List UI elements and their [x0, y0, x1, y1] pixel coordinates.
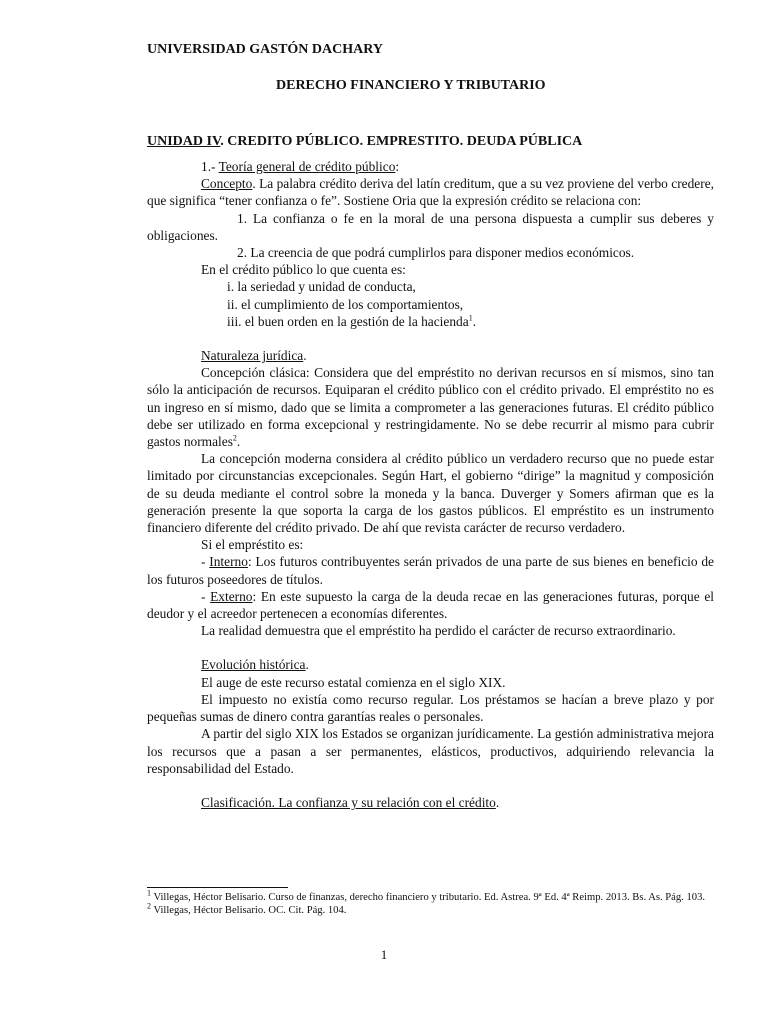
- clasica-paragraph: [147, 364, 714, 450]
- interno-paragraph: [147, 553, 714, 587]
- footnote-2: [147, 901, 714, 917]
- interno-dash: -: [201, 554, 210, 570]
- unit-heading: [147, 132, 714, 152]
- footnote-separator: [147, 887, 288, 888]
- clasica-text: Concepción clásica: Considera que del empréstito no derivan recursos en sí mismos, sino tan sólo la anticipación de recursos. Equiparan el crédito público con el crédito privado. El empréstito no es un ingreso en sí mismo, dado que se limita a comprometer a las generaciones futuras. El crédito público debe ser utilizado en forma excepcional y restringidamente. No se debe recurrir al mismo para cubrir gastos normales: [147, 365, 714, 450]
- university-name: UNIVERSIDAD GASTÓN DACHARY: [147, 42, 383, 57]
- externo-dash: -: [201, 588, 211, 604]
- spacer: [147, 330, 714, 347]
- naturaleza-heading: [147, 347, 714, 364]
- evolucion-p1: El auge de este recurso estatal comienza en el siglo XIX.: [201, 674, 506, 690]
- externo-label: Externo: [210, 588, 253, 604]
- roman-item-1: i. la seriedad y unidad de conducta,: [227, 279, 416, 295]
- concepto-label: Concepto: [201, 176, 253, 192]
- credit-intro: En el crédito público lo que cuenta es:: [201, 262, 406, 278]
- course-title: DERECHO FINANCIERO Y TRIBUTARIO: [276, 78, 546, 93]
- footnote-1-mark: 1: [147, 888, 151, 898]
- concepto-paragraph: [147, 175, 714, 209]
- interno-text: : Los futuros contribuyentes serán privados de una parte de sus bienes en beneficio de los futuros poseedores de títulos.: [147, 554, 715, 587]
- clasificacion-title: Clasificación. La confianza y su relación con el crédito: [201, 794, 496, 810]
- footnote-ref-2[interactable]: 2: [232, 433, 237, 443]
- section-heading: [147, 158, 714, 175]
- evolucion-title: Evolución histórica: [201, 657, 306, 673]
- footnote-2-text: Villegas, Héctor Belisario. OC. Cit. Pág. 104.: [151, 905, 347, 916]
- clasica-end: .: [236, 434, 241, 450]
- externo-text: : En este supuesto la carga de la deuda recae en las generaciones futuras, porque el deudor y el acreedor pertenecen a economías diferentes.: [147, 588, 714, 622]
- spacer: [147, 777, 714, 794]
- si-emprestito: Si el empréstito es:: [201, 537, 304, 553]
- evolucion-p2: El impuesto no existía como recurso regular. Los préstamos se hacían a breve plazo y por pequeñas sumas de dinero contra garantías reales o personales.: [147, 691, 714, 725]
- section-number: 1.-: [201, 159, 219, 174]
- naturaleza-title: Naturaleza jurídica: [201, 348, 304, 364]
- footnote-1: [147, 888, 714, 904]
- list-item-2: 2. La creencia de que podrá cumplirlos para disponer medios económicos.: [237, 245, 635, 261]
- naturaleza-title-suffix: .: [303, 348, 307, 364]
- section-title-suffix: :: [395, 159, 400, 174]
- moderna-paragraph: La concepción moderna considera al crédito público un verdadero recurso que no puede estar limitado por circunstancias excepcionales. Según Hart, el gobierno “dirige” la magnitud y composición de su deuda mediante el control sobre la moneda y la banca. Duverger y Somers afirman que es la generación presente la que soporta la carga de los gastos públicos. El empréstito es un instrumento financiero diferente del crédito privado. De ahí que revista carácter de recurso verdadero.: [147, 451, 714, 536]
- footnotes: [147, 887, 714, 917]
- externo-paragraph: [147, 588, 714, 622]
- roman-item-3-end: .: [472, 313, 477, 329]
- footnote-1-text: Villegas, Héctor Belisario. Curso de finanzas, derecho financiero y tributario. Ed. Astrea. 9ª Ed. 4ª Reimp. 2013. Bs. As. Pág. 103.: [151, 892, 706, 903]
- roman-item-3-text: iii. el buen orden en la gestión de la hacienda: [227, 313, 469, 329]
- footnote-ref-1[interactable]: 1: [468, 313, 473, 323]
- roman-item-3: [147, 313, 714, 330]
- evolucion-p3: A partir del siglo XIX los Estados se organizan jurídicamente. La gestión administrativa mejora los recursos que a pasan a ser permanentes, elásticos, productivos, adquiriendo relevancia la responsabilidad del Estado.: [147, 726, 714, 776]
- section-title: Teoría general de crédito público: [218, 159, 396, 174]
- clasificacion-title-suffix: .: [495, 794, 500, 810]
- clasificacion-heading: [147, 794, 714, 811]
- roman-item-2: ii. el cumplimiento de los comportamientos,: [227, 296, 464, 312]
- unit-title: . CREDITO PÚBLICO. EMPRESTITO. DEUDA PÚBLICA: [220, 134, 583, 149]
- concepto-text: . La palabra crédito deriva del latín creditum, que a su vez proviene del verbo credere, que significa “tener confianza o fe”. Sostiene Oria que la expresión crédito se relaciona con:: [147, 176, 714, 209]
- evolucion-title-suffix: .: [305, 657, 309, 673]
- interno-label: Interno: [209, 554, 248, 570]
- realidad-paragraph: La realidad demuestra que el empréstito ha perdido el carácter de recurso extraordinario.: [201, 623, 676, 639]
- spacer: [147, 639, 714, 656]
- footnote-2-mark: 2: [147, 901, 151, 911]
- page-number: 1: [380, 947, 388, 962]
- unit-label: UNIDAD IV: [147, 134, 221, 149]
- evolucion-heading: [147, 656, 714, 673]
- list-item-1: 1. La confianza o fe en la moral de una persona dispuesta a cumplir sus deberes y obligaciones.: [147, 210, 714, 243]
- page-content: [147, 40, 714, 811]
